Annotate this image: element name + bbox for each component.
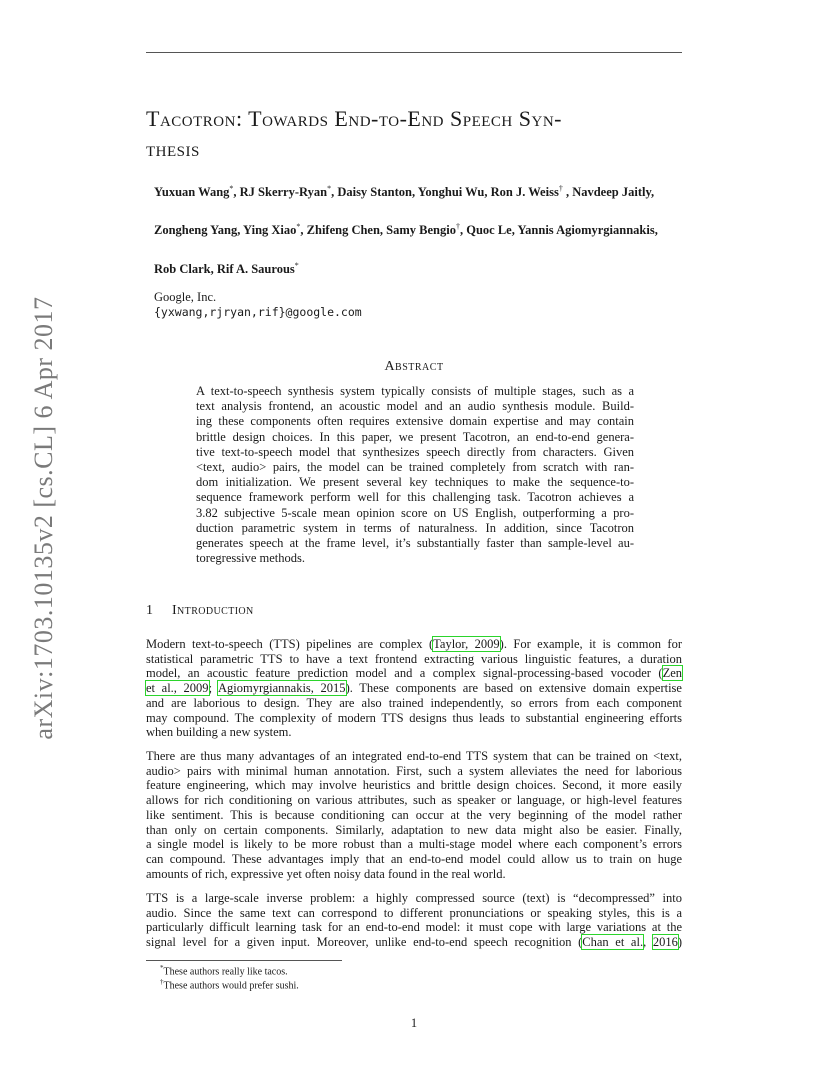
footnote-rule <box>146 960 342 961</box>
author-name: , Navdeep Jaitly, <box>562 185 655 200</box>
abstract-line: sequence framework perform well for this challenging task. Tacotron achieves a <box>196 490 634 505</box>
abstract-line: generates speech at the frame level, it’s substantially faster than sample-level au- <box>196 536 634 551</box>
text-run: signal level for a given input. Moreover, unlike end-to-end speech recognition ( <box>146 935 583 950</box>
paragraph-line: amounts of rich, expressive yet often noisy data found in the real world. <box>146 866 506 881</box>
footnote-mark: † <box>160 978 164 986</box>
text-run: Modern text-to-speech (TTS) pipelines are complex ( <box>146 637 434 651</box>
abstract-heading: Abstract <box>384 359 444 374</box>
author-email: {yxwang,rjryan,rif}@google.com <box>154 305 362 319</box>
paragraph-line <box>146 681 682 696</box>
author-mark: * <box>229 184 234 193</box>
citation-link[interactable]: Agiomyrgiannakis, 2015 <box>217 681 346 696</box>
paragraph-line: can compound. These advantages imply that an end-to-end model could allow us to train on huge <box>146 851 682 866</box>
author-line-3 <box>154 261 299 277</box>
abstract-line: dom initialization. We present several key techniques to make the sequence-to- <box>196 475 634 490</box>
arxiv-identifier-stamp[interactable]: arXiv:1703.10135v2 [cs.CL] 6 Apr 2017 <box>29 296 58 740</box>
paragraph-line: statistical parametric TTS to have a text frontend extracting various linguistic features, a duration <box>146 651 682 666</box>
author-mark: * <box>327 184 332 193</box>
intro-paragraph-1 <box>146 637 682 740</box>
affiliation-block <box>154 290 362 320</box>
paragraph-line: may compound. The complexity of modern TTS designs thus leads to substantial engineering efforts <box>146 710 682 725</box>
abstract-line: tive text-to-speech model that synthesizes speech directly from characters. Given <box>196 444 634 459</box>
author-name: , Zhifeng Chen, Samy Bengio <box>300 223 456 238</box>
paragraph-line: when building a new system. <box>146 725 292 740</box>
title-line-1: Tacotron: Towards End-to-End Speech Syn- <box>146 106 562 131</box>
section-title: Introduction <box>172 603 254 618</box>
author-mark: † <box>558 184 563 193</box>
footnote-text: These authors really like tacos. <box>163 966 288 978</box>
text-run: model, an acoustic feature prediction model and a complex signal-processing-based vocoder ( <box>146 666 663 681</box>
abstract-line: duction parametric system in terms of naturalness. In addition, since Tacotron <box>196 520 634 535</box>
abstract-line: brittle design choices. In this paper, we present Tacotron, an end-to-end genera- <box>196 429 634 444</box>
paragraph-line: audio> pairs with minimal human annotation. First, such a system alleviates the need for laborious <box>146 763 682 778</box>
paragraph-line: a single model is likely to be more robust than a multi-stage model where each component’s errors <box>146 837 682 852</box>
paragraph-line: and are laborious to design. They are also trained independently, so errors from each component <box>146 695 682 710</box>
abstract-line: ing these components often requires extensive domain expertise and may contain <box>196 414 634 429</box>
footnote-1 <box>160 964 288 977</box>
author-name: , Quoc Le, Yannis Agiomyrgiannakis, <box>460 223 658 238</box>
citation-link[interactable]: Taylor, 2009 <box>433 637 500 651</box>
footnote-text: These authors would prefer sushi. <box>163 980 299 992</box>
paper-title <box>146 104 706 164</box>
citation-link[interactable]: et al., 2009 <box>146 681 209 696</box>
abstract-line: <text, audio> pairs, the model can be trained completely from scratch with ran- <box>196 460 634 475</box>
abstract-body <box>196 384 634 566</box>
paragraph-line <box>146 637 682 652</box>
author-name: Yuxuan Wang <box>154 185 230 200</box>
citation-link[interactable]: 2016 <box>652 935 678 950</box>
footnote-mark: * <box>160 964 164 972</box>
section-number: 1 <box>146 603 153 618</box>
paragraph-line: feature engineering, which may involve heuristics and brittle design choices. Second, it more easily <box>146 778 682 793</box>
paragraph-line: TTS is a large-scale inverse problem: a highly compressed source (text) is “decompressed” into <box>146 891 682 905</box>
author-line-2 <box>154 222 658 238</box>
author-name: , Daisy Stanton, Yonghui Wu, Ron J. Weiss <box>331 185 559 200</box>
paragraph-line: allows for rich conditioning on various attributes, such as speaker or language, or high-level features <box>146 793 682 808</box>
footnote-2 <box>160 978 299 991</box>
abstract-line: A text-to-speech synthesis system typically consists of multiple stages, such as a <box>196 384 634 398</box>
text-run: , <box>643 935 653 950</box>
paragraph-line: audio. Since the same text can correspond to different pronunciations or speaking styles, this is a <box>146 905 682 920</box>
text-run: ). These components are based on extensive domain expertise <box>345 681 682 696</box>
paragraph-line <box>146 666 682 681</box>
author-name: Rob Clark, Rif A. Saurous <box>154 262 295 277</box>
paragraph-line: There are thus many advantages of an integrated end-to-end TTS system that can be trained on <text, <box>146 749 682 763</box>
abstract-line: text analysis frontend, an acoustic model and an audio synthesis module. Build- <box>196 399 634 414</box>
affiliation-org: Google, Inc. <box>154 290 217 304</box>
author-name: , RJ Skerry-Ryan <box>233 185 328 200</box>
abstract-line: toregressive methods. <box>196 551 306 566</box>
paragraph-line: like sentiment. This is because conditioning can occur at the very beginning of the model rather <box>146 807 682 822</box>
title-top-rule <box>146 52 682 53</box>
page-number: 1 <box>410 1016 418 1030</box>
title-line-2: thesis <box>146 136 200 161</box>
author-name: Zongheng Yang, Ying Xiao <box>154 223 297 238</box>
text-run: ; <box>208 681 218 696</box>
paragraph-line: than only on certain components. Similarly, adaptation to new data might also be easier. Finally, <box>146 822 682 837</box>
abstract-line: 3.82 subjective 5-scale mean opinion score on US English, outperforming a pro- <box>196 505 634 520</box>
intro-paragraph-3 <box>146 891 682 950</box>
author-line-1 <box>154 184 654 200</box>
author-mark: † <box>456 222 460 231</box>
author-mark: * <box>294 261 299 270</box>
text-run: ). For example, it is common for <box>499 637 682 651</box>
intro-paragraph-2 <box>146 749 682 881</box>
author-mark: * <box>296 222 301 231</box>
paragraph-line: particularly difficult learning task for an end-to-end model: it must cope with large variations at the <box>146 920 682 935</box>
text-run: ) <box>677 935 683 950</box>
citation-link[interactable]: Chan et al. <box>582 935 644 950</box>
section-heading-introduction <box>146 603 254 619</box>
citation-link[interactable]: Zen <box>662 666 682 681</box>
paragraph-line <box>146 935 682 950</box>
